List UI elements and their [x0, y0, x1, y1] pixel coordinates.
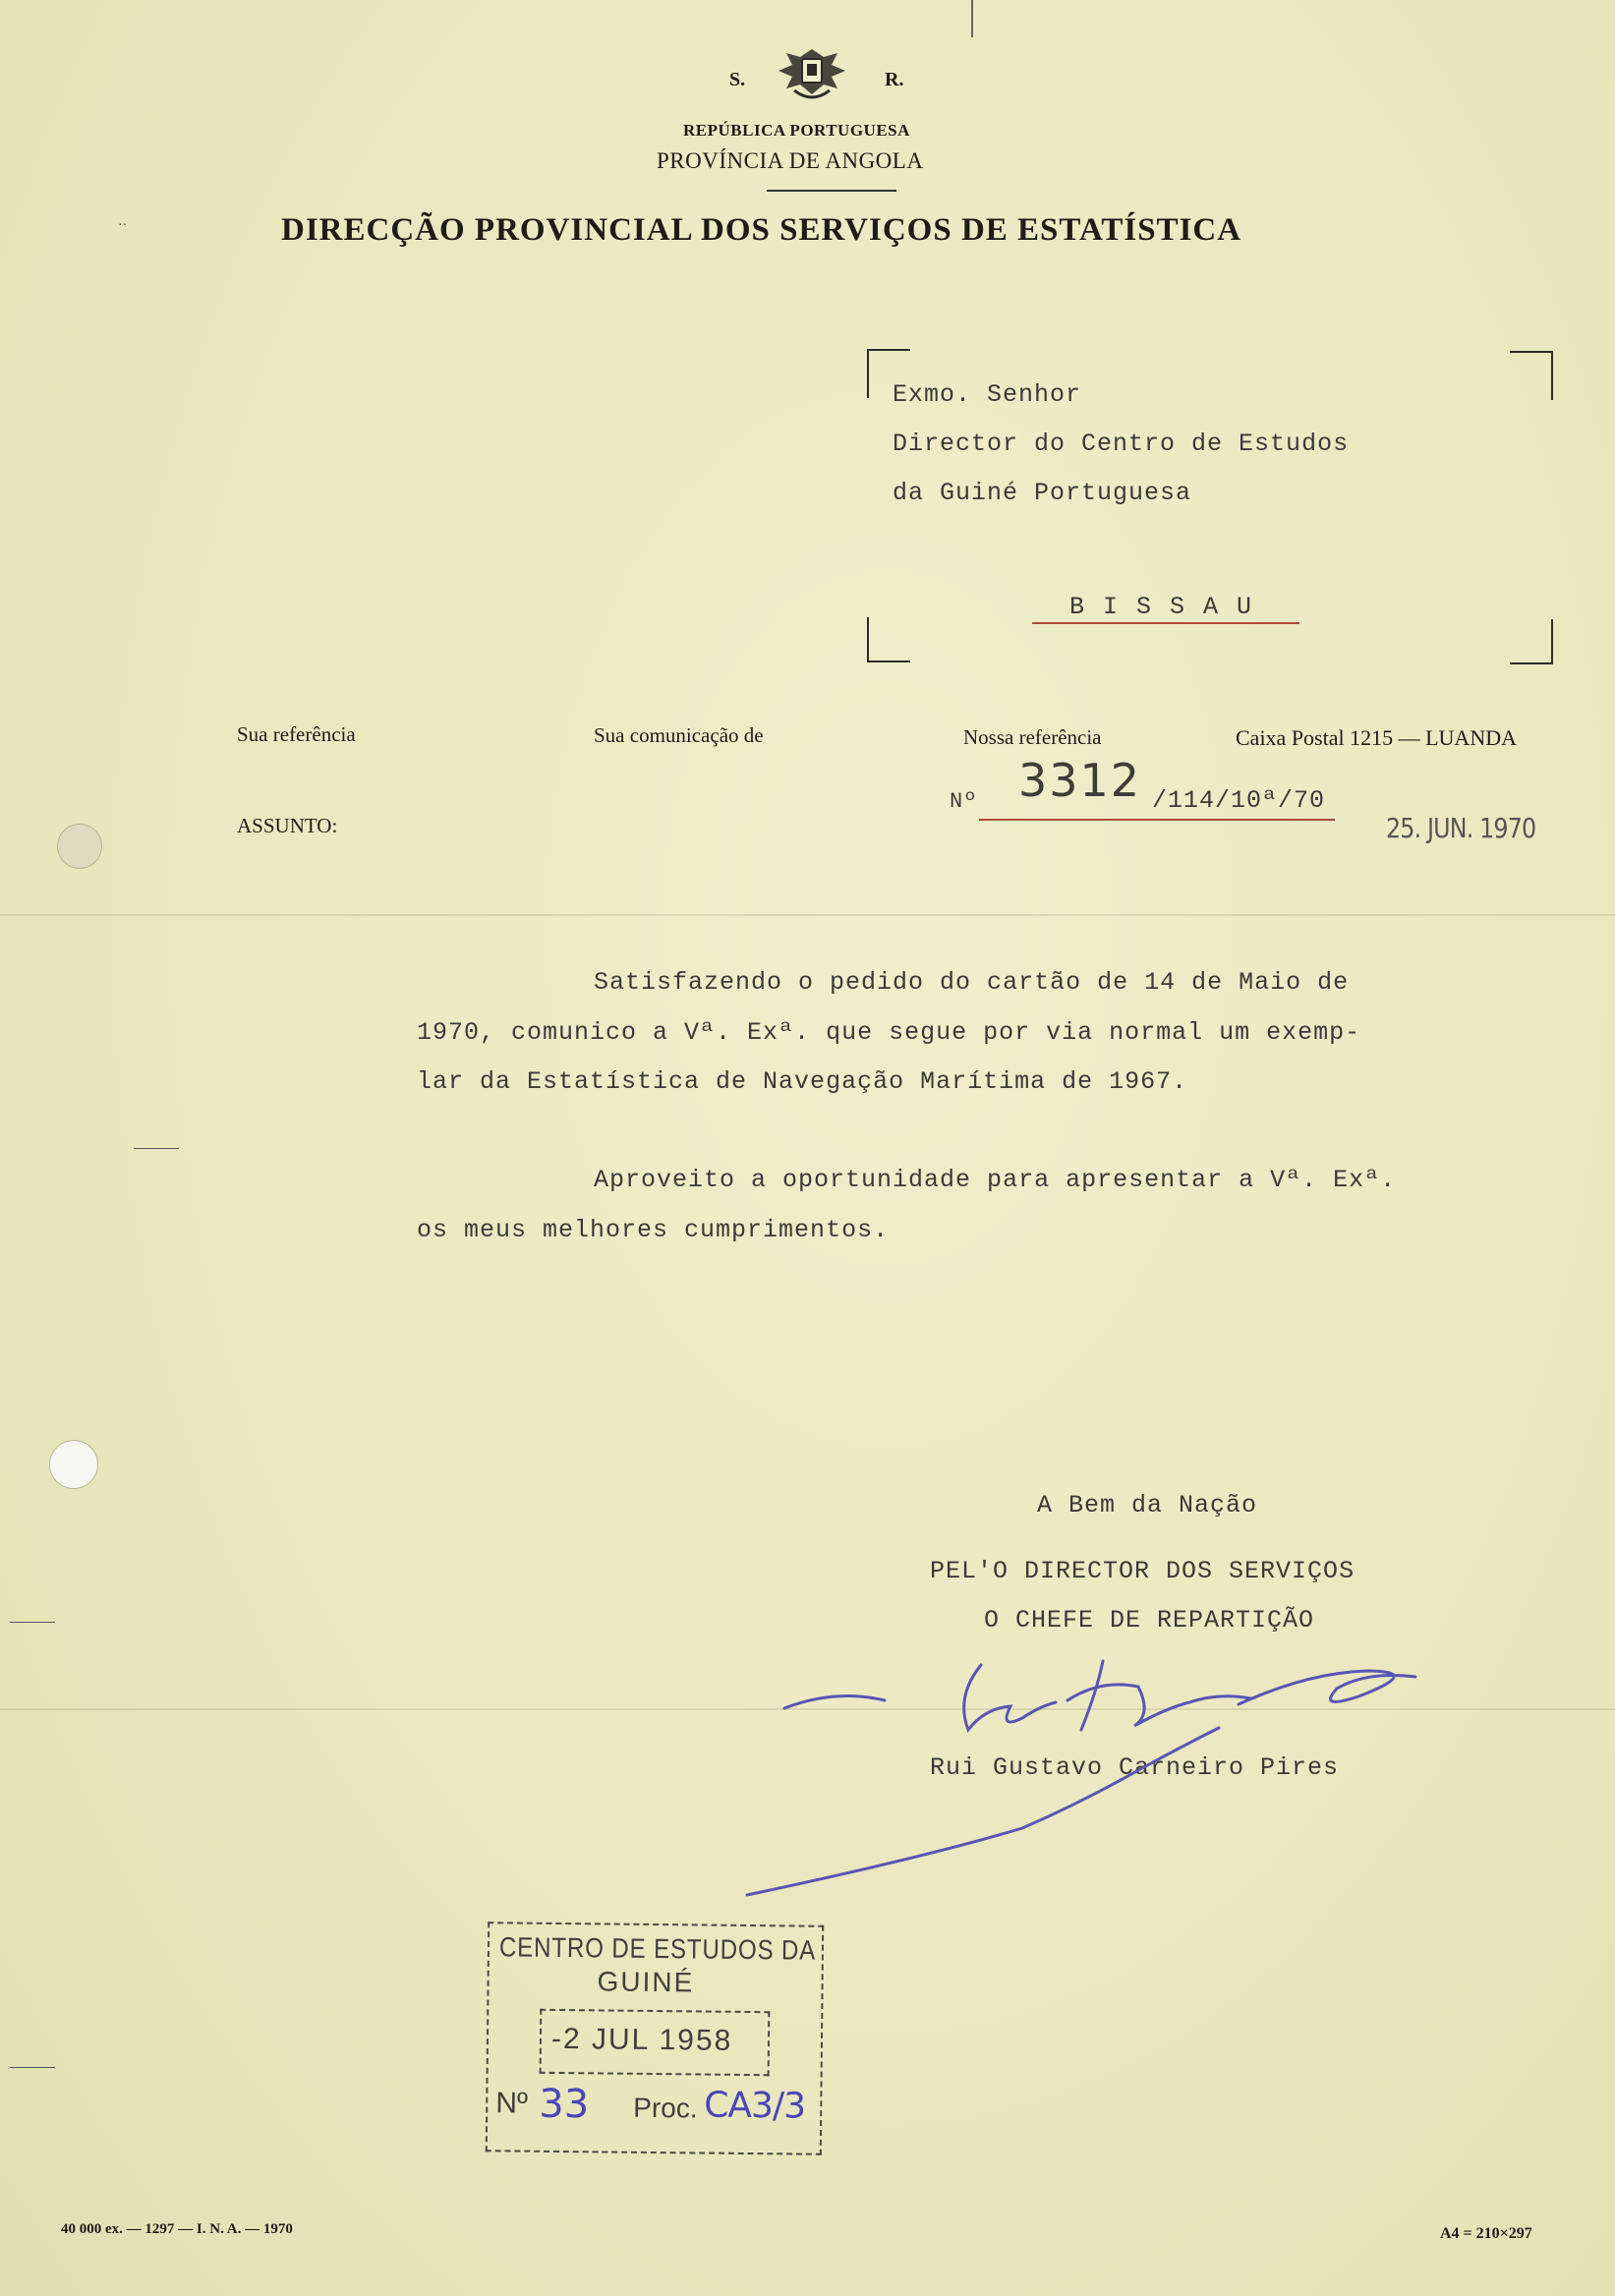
print-info: 40 000 ex. — 1297 — I. N. A. — 1970: [61, 2221, 293, 2237]
caixa-postal-label: Caixa Postal 1215 — LUANDA: [1236, 725, 1517, 750]
body-line-3: lar da Estatística de Navegação Marítima de 1967.: [417, 1067, 1188, 1096]
top-tick-mark: [971, 0, 973, 37]
stamp-country: GUINÉ: [597, 1966, 695, 1998]
body-line-5: os meus melhores cumprimentos.: [417, 1216, 890, 1244]
province-heading: PROVÍNCIA DE ANGOLA: [657, 148, 924, 173]
punch-hole: [57, 824, 102, 869]
sua-referencia-label: Sua referência: [237, 722, 356, 746]
stamp-number-label: Nº: [495, 2087, 529, 2120]
recipient-title: Director do Centro de Estudos: [893, 430, 1350, 458]
closing-position: O CHEFE DE REPARTIÇÃO: [984, 1606, 1315, 1635]
sua-comunicacao-label: Sua comunicação de: [594, 723, 764, 747]
punch-hole: [49, 1440, 98, 1489]
recipient-salutation: Exmo. Senhor: [893, 380, 1082, 409]
r-letter: R.: [885, 69, 904, 90]
nossa-referencia-label: Nossa referência: [963, 725, 1102, 749]
recipient-city: B I S S A U: [1069, 593, 1254, 621]
date-stamp: 25. JUN. 1970: [1386, 812, 1536, 844]
fold-line: [0, 914, 1615, 916]
republic-heading: REPÚBLICA PORTUGUESA: [683, 121, 910, 140]
margin-tick: [134, 1148, 179, 1149]
stamp-proc-label: Proc.: [633, 2092, 698, 2124]
assunto-label: ASSUNTO:: [237, 814, 338, 837]
s-letter: S.: [729, 69, 746, 90]
department-heading: DIRECÇÃO PROVINCIAL DOS SERVIÇOS DE ESTATÍSTICA: [281, 212, 1242, 248]
closing-motto: A Bem da Nação: [1037, 1491, 1258, 1520]
stamp-date: -2 JUL 1958: [550, 2022, 733, 2057]
signatory-name: Rui Gustavo Carneiro Pires: [930, 1753, 1340, 1782]
handwritten-signature: [727, 1632, 1553, 1907]
stamp-number-value: 33: [539, 2081, 590, 2128]
received-stamp: [486, 1922, 824, 2155]
heading-rule: [767, 190, 896, 192]
coat-of-arms-icon: [773, 43, 851, 112]
recipient-organization: da Guiné Portuguesa: [893, 479, 1192, 507]
address-bracket-top-right: [1510, 351, 1553, 400]
body-line-4: Aproveito a oportunidade para apresentar a Vª. Exª.: [594, 1166, 1397, 1194]
dot-mark: ··: [118, 218, 128, 233]
stamp-proc-value: CA3/3: [704, 2085, 806, 2127]
reference-underline: [979, 819, 1335, 821]
paper-size: A4 = 210×297: [1440, 2225, 1532, 2242]
reference-number-value: 3312: [1018, 754, 1142, 807]
margin-tick: [10, 1622, 55, 1623]
stamp-date-box: [540, 2009, 771, 2076]
reference-number-prefix: Nº: [950, 789, 978, 814]
body-line-2: 1970, comunico a Vª. Exª. que segue por via normal um exemp-: [417, 1018, 1361, 1047]
address-bracket-bottom-left: [867, 617, 910, 662]
margin-tick: [10, 2067, 55, 2068]
city-underline: [1032, 622, 1299, 624]
reference-number-suffix: /114/10ª/70: [1152, 786, 1326, 815]
address-bracket-bottom-right: [1510, 619, 1553, 664]
stamp-organization: CENTRO DE ESTUDOS DA: [498, 1931, 817, 1966]
closing-on-behalf: PEL'O DIRECTOR DOS SERVIÇOS: [930, 1557, 1355, 1585]
body-line-1: Satisfazendo o pedido do cartão de 14 de Maio de: [594, 968, 1350, 997]
